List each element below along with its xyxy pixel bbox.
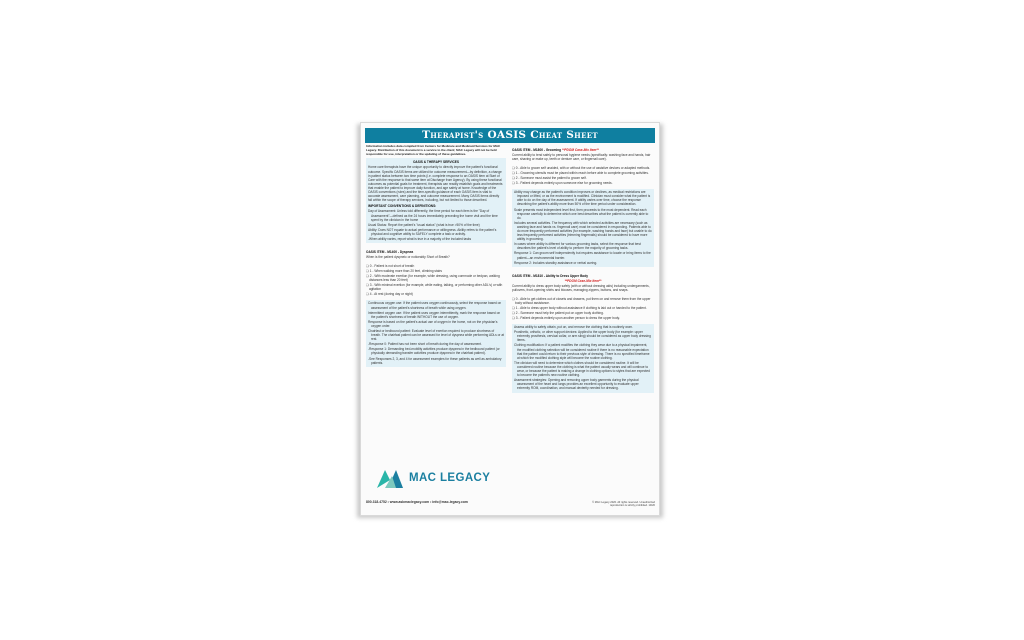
m1810-note: Assessment strategies: Opening and removing upper body garments during the physical assessment of the heart and lungs provides an excellent opportunity to evaluate upper extremity ROM, coordination, and manual dexterity needed for dressing. xyxy=(514,378,639,391)
m1810-option: ❑ 3 - Patient depends entirely upon another person to dress the upper body. xyxy=(512,316,620,320)
m1800-pdgm-tag: **PDGM Case-Mix Item** xyxy=(561,148,599,152)
m1400-note: Continuous oxygen use: If the patient uses oxygen continuously, select the response based on assessment of the patient's shortness of breath while using oxygen. xyxy=(368,301,502,310)
convention-item: Day of Assessment: Unless told differently, the time period for each item is the "Day of Assessment"—defined as the 24 hours immediately preceding the home visit and the time spent by the clinician in the home xyxy=(368,209,498,222)
copyright: © MAC Legacy 2020. All rights reserved. Unauthorized reproduction is strictly prohibited. 10/20 xyxy=(592,501,655,508)
m1400-note: -Response 0: Patient has not been short of breath during the day of assessment. xyxy=(368,342,482,347)
logo-text: MAC LEGACY xyxy=(409,472,491,484)
convention-item: Usual Status: Report the patient's "usual status" (what is true >50% of the time) xyxy=(368,222,480,227)
contact-line: 800.318.4752 • www.askmaclegacy.com • info@mac-legacy.com xyxy=(366,500,468,504)
oasis-section xyxy=(366,158,506,243)
m1400-note: -Response 1: Demanding bed-mobility activities produce dyspnea in the bedbound patient (or physically demanding transfer activities produce dyspnea in the chairfast patient). xyxy=(368,347,500,356)
m1400-option: ❑ 4 - At rest (during day or night) xyxy=(366,292,413,297)
oasis-heading: OASIS & THERAPY SERVICES xyxy=(412,160,460,165)
conventions-heading: IMPORTANT CONVENTIONS & DEFINITIONS: xyxy=(368,204,437,209)
m1800-heading-row xyxy=(512,148,654,152)
m1800-note: In cases where ability is different for various grooming tasks, select the response that best describes the patient's level of ability to perform the majority of grooming tasks. xyxy=(514,242,641,251)
m1810-notes xyxy=(512,324,654,392)
m1800-note: Scale presents most independent level first, then proceeds to the most dependent. Read each response carefully to determine which one best describes what the patient is currently able to do. xyxy=(514,207,649,220)
m1800-option: ❑ 2 - Someone must assist the patient to groom self. xyxy=(512,175,587,180)
convention-item: Ability: Does NOT equate to actual performance or willingness. Ability refers to the patient's physical and cognitive ability to SAFELY complete a task or activity. xyxy=(368,227,497,236)
m1810-note: The clinician will need to determine which clothes should be considered routine. It will be considered routine because the clothing is what the patient usually wears and will continue to wear, or because the patient is making a change in clothing options to styles that are expected to become the patient's new routine clothing. xyxy=(514,360,650,378)
m1800-option: ❑ 1 - Grooming utensils must be placed within reach before able to complete grooming activities. xyxy=(512,170,649,175)
m1800-note: Response 2: Includes standby assistance or verbal cueing. xyxy=(514,260,598,265)
m1400-notes xyxy=(366,300,506,366)
left-column xyxy=(366,145,506,369)
m1400-option: ❑ 3 - With minimal exertion (for example, while eating, talking, or performing other ADL's) or with agitation xyxy=(366,283,503,292)
m1400-note: -See Responses 2, 3, and 4 for assessment examples for these patients as well as ambulatory patients. xyxy=(368,356,502,365)
m1810-note: Clothing modification: If a patient modifies the clothing they wear due to a physical impairment, the modified clothing selection will be considered routine if there is no reasonable expectation that the patient could return to their previous style of dressing. There is no specified timeframe at which the modified clothing style will become the routine clothing. xyxy=(514,343,650,360)
mac-legacy-logo xyxy=(375,466,500,494)
m1400-heading: OASIS ITEM - M1400 - Dyspnea xyxy=(366,250,414,255)
m1810-note: Prosthetic, orthotic, or other support devices: Applied to the upper body (for example: upper extremity prosthesis, cervical collar, or arm sling) should be considered as upper body dressing items. xyxy=(514,330,651,343)
m1800-note: Ability may change as the patient's condition improves or declines, as medical restrictions are imposed or lifted, or as the environment is modified. Clinician must consider what the patient is able to do on the day of the assessment. If ability varies over time, choose the response describing the patient's ability more than 50% of the time period under consideration. xyxy=(514,190,651,207)
m1810-pdgm-tag: **PDGM Case-Mix Item** xyxy=(564,278,602,283)
m1400-note: Response is based on the patient's actual use of oxygen in the home, not on the physician's oxygen order. xyxy=(368,319,498,328)
m1400-option: ❑ 2 - With moderate exertion (for example, while dressing, using commode or bedpan, walking distances less than 20 feet) xyxy=(366,273,500,283)
m1400-note: Intermittent oxygen use: If the patient uses oxygen intermittently, mark the response based on the patient's shortness of breath WITHOUT the use of oxygen. xyxy=(368,310,501,319)
m1800-note: Response 1: Can groom self independently but requires assistance to locate or bring items to the patient—an environmental barrier. xyxy=(514,251,651,260)
m1800-option: ❑ 3 - Patient depends entirely upon someone else for grooming needs. xyxy=(512,181,613,186)
m1400-option: ❑ 0 - Patient is not short of breath xyxy=(366,263,415,268)
m1400-option: ❑ 1 - When walking more than 20 feet, climbing stairs xyxy=(366,268,443,273)
m1810-option: ❑ 0 - Able to get clothes out of closets and drawers, put them on and remove them from the upper body without assistance. xyxy=(512,296,651,305)
disclaimer: Information includes data compiled from Centers for Medicare and Medicaid Services for MAC Legacy. Distribution of this document is a service to the client; MAC Legacy will not be held responsible for use, interpretation or the updating of these guidelines. xyxy=(366,144,501,156)
m1810-question: Current ability to dress upper body safely (with or without dressing aids) including undergarments, pullovers, front-opening shirts and blouses, managing zippers, buttons, and snaps. xyxy=(512,283,650,293)
m1400-note: Chairfast or bedbound patient: Evaluate level of exertion required to produce shortness of breath. The chairfast patient can be assessed for level of dyspnea while performing ADLs or at rest. xyxy=(368,328,505,342)
m1810-heading: OASIS ITEM - M1810 - Ability to Dress Upper Body xyxy=(512,273,589,278)
m1800-notes xyxy=(512,189,654,267)
oasis-body: Home care therapists have the unique opportunity to directly improve the patient's functional outcome. Specific OASIS items are utilized for outcome measurement—by definition, a change in patient status between two time points (i.e. complete response to an OASIS item at Start of Care with the response to that same item at Discharge from Agency). By using these functional outcomes as potential goals for treatment, therapists can readily establish goals and treatments that enable the patient to improve daily function, and age safely at home. Knowledge of the OASIS conventions (rules) and the item-specific guidance of each OASIS item is vital to accurate assessment, care planning, and outcome measurement. Many OASIS items directly fall within the scope of therapy services, including, but not limited to those described. xyxy=(368,165,503,203)
m1800-note: Includes several activities. The frequency with which selected activities are necessary (such as washing face and hands vs. fingernail care) must be considered in responding. Patients able to do more frequently performed activities (for example, washing hands and face) but unable to do less frequently performed activities (trimming fingernails) should be considered to have more ability in grooming. xyxy=(514,220,652,242)
document-title: Therapist's OASIS Cheat Sheet xyxy=(365,128,655,143)
m1400-question: When is the patient dyspneic or noticeably Short of Breath? xyxy=(366,255,450,260)
m1800-heading: OASIS ITEM - M1800 - Grooming xyxy=(512,148,562,152)
m1810-option: ❑ 1 - Able to dress upper body without assistance if clothing is laid out or handed to the patient. xyxy=(512,305,647,310)
m1800-option: ❑ 0 - Able to groom self unaided, with or without the use of assistive devices or adapted methods. xyxy=(512,165,651,170)
right-column xyxy=(512,146,654,395)
mac-legacy-logo-icon xyxy=(375,466,405,490)
m1800-question: Current ability to tend safely to personal hygiene needs (specifically: washing face and hands, hair care, shaving or make up, teeth or denture care, or fingernail care). xyxy=(512,153,651,162)
m1810-note: Assess ability to safely obtain, put on, and remove the clothing that is routinely worn. xyxy=(514,325,634,330)
m1810-option: ❑ 2 - Someone must help the patient put on upper body clothing. xyxy=(512,310,604,315)
cheat-sheet-document xyxy=(360,122,660,516)
convention-item: -When ability varies, report what is true in a majority of the included tasks xyxy=(368,236,472,241)
